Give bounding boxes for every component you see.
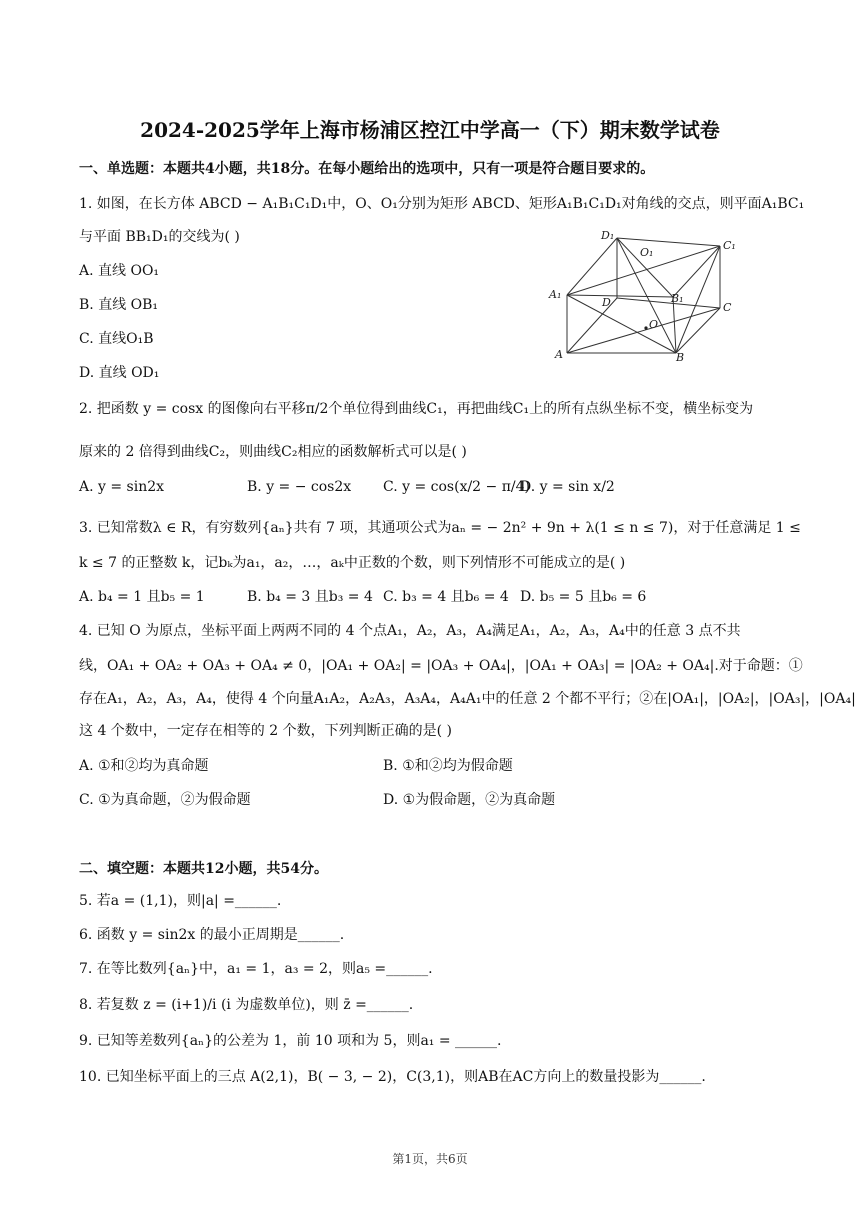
q4-option-c: C. ①为真命题，②为假命题: [79, 792, 251, 808]
q4-option-b: B. ①和②均为假命题: [383, 758, 513, 774]
q1-line2: 与平面 BB₁D₁的交线为( ): [79, 229, 240, 245]
q3-option-c: C. b₃ = 4 且b₆ = 4: [383, 589, 509, 605]
q4-option-a: A. ①和②均为真命题: [79, 758, 209, 774]
q1-line1: 1. 如图，在长方体 ABCD − A₁B₁C₁D₁中，O、O₁分别为矩形 ABCD、矩形A₁B₁C₁D₁对角线的交点，则平面A₁BC₁: [79, 196, 805, 212]
q1-option-d: D. 直线 OD₁: [79, 365, 160, 381]
q2-line1: 2. 把函数 y = cosx 的图像向右平移π/2个单位得到曲线C₁，再把曲线C₁上的所有点纵坐标不变，横坐标变为: [79, 401, 754, 417]
q4-line4: 这 4 个数中，一定存在相等的 2 个数，下列判断正确的是( ): [79, 723, 452, 739]
q3-line1: 3. 已知常数λ ∈ R，有穷数列{aₙ}共有 7 项，其通项公式为aₙ = − 2n² + 9n + λ(1 ≤ n ≤ 7)，对于任意满足 1 ≤: [79, 520, 801, 536]
q3-line2: k ≤ 7 的正整数 k，记bₖ为a₁，a₂，…，aₖ中正数的个数，则下列情形不可能成立的是( ): [79, 555, 626, 571]
fill-q7: 7. 在等比数列{aₙ}中，a₁ = 1，a₃ = 2，则a₅ =______.: [79, 961, 433, 977]
label-a1: A₁: [549, 288, 562, 301]
label-b: B: [676, 351, 685, 363]
label-c: C: [723, 301, 732, 314]
fill-q5: 5. 若a = (1,1)，则|a| =______.: [79, 893, 282, 909]
diag-a1-b: [567, 295, 676, 353]
label-a: A: [555, 348, 563, 361]
label-o: O: [649, 318, 659, 331]
point-o: [644, 326, 647, 329]
q3-option-b: B. b₄ = 3 且b₃ = 4: [247, 589, 373, 605]
q1-option-c: C. 直线O₁B: [79, 331, 154, 347]
q1-option-a: A. 直线 OO₁: [79, 263, 160, 279]
cuboid-figure: [545, 228, 750, 363]
fill-q10: 10. 已知坐标平面上的三点 A(2,1)，B( − 3, − 2)，C(3,1)，则AB在AC方向上的数量投影为______.: [79, 1069, 706, 1085]
q2-option-c: C. y = cos(x/2 − π/4): [383, 479, 531, 495]
q3-option-d: D. b₅ = 5 且b₆ = 6: [520, 589, 647, 605]
diag-a-c: [567, 308, 720, 353]
edge-a1-b1: [567, 295, 673, 297]
page-title: 2024-2025学年上海市杨浦区控江中学高一（下）期末数学试卷: [140, 118, 720, 142]
fill-q8: 8. 若复数 z = (i+1)/i (i 为虚数单位)，则 z̄ =______.: [79, 997, 414, 1013]
label-d1: D₁: [601, 229, 615, 242]
edge-d-c: [617, 298, 720, 308]
edge-a1-d1: [567, 238, 617, 295]
label-o1: O₁: [640, 246, 654, 259]
q2-option-b: B. y = − cos2x: [247, 479, 352, 495]
fill-q6: 6. 函数 y = sin2x 的最小正周期是______.: [79, 927, 345, 943]
section1-heading: 一、单选题：本题共4小题，共18分。在每小题给出的选项中，只有一项是符合题目要求的。: [79, 161, 655, 177]
label-b1: B₁: [671, 292, 684, 305]
edge-b1-b: [673, 297, 676, 353]
q2-line2: 原来的 2 倍得到曲线C₂，则曲线C₂相应的函数解析式可以是( ): [79, 444, 467, 460]
fill-q9: 9. 已知等差数列{aₙ}的公差为 1，前 10 项和为 5，则a₁ = ______.: [79, 1033, 502, 1049]
q2-option-a: A. y = sin2x: [79, 479, 165, 495]
q4-line3: 存在A₁，A₂，A₃，A₄，使得 4 个向量A₁A₂，A₂A₃，A₃A₄，A₄A₁中的任意 2 个都不平行；②在|OA₁|，|OA₂|，|OA₃|，|OA₄|: [79, 691, 856, 707]
edge-d1-c1: [617, 238, 720, 246]
label-d: D: [602, 296, 611, 309]
q2-option-d: D. y = sin x/2: [520, 479, 615, 495]
section2-heading: 二、填空题：本题共12小题，共54分。: [79, 861, 328, 877]
q4-option-d: D. ①为假命题，②为真命题: [383, 792, 556, 808]
q4-line1: 4. 已知 O 为原点，坐标平面上两两不同的 4 个点A₁，A₂，A₃，A₄满足A₁，A₂，A₃，A₄中的任意 3 点不共: [79, 623, 741, 639]
q1-option-b: B. 直线 OB₁: [79, 297, 159, 313]
q4-line2: 线，OA₁ + OA₂ + OA₃ + OA₄ ≠ 0，|OA₁ + OA₂| = |OA₃ + OA₄|，|OA₁ + OA₃| = |OA₂ + OA₄|.对于命题：①: [79, 658, 803, 674]
page-footer: 第1页，共6页: [392, 1152, 468, 1166]
label-c1: C₁: [723, 239, 736, 252]
q3-option-a: A. b₄ = 1 且b₅ = 1: [79, 589, 205, 605]
